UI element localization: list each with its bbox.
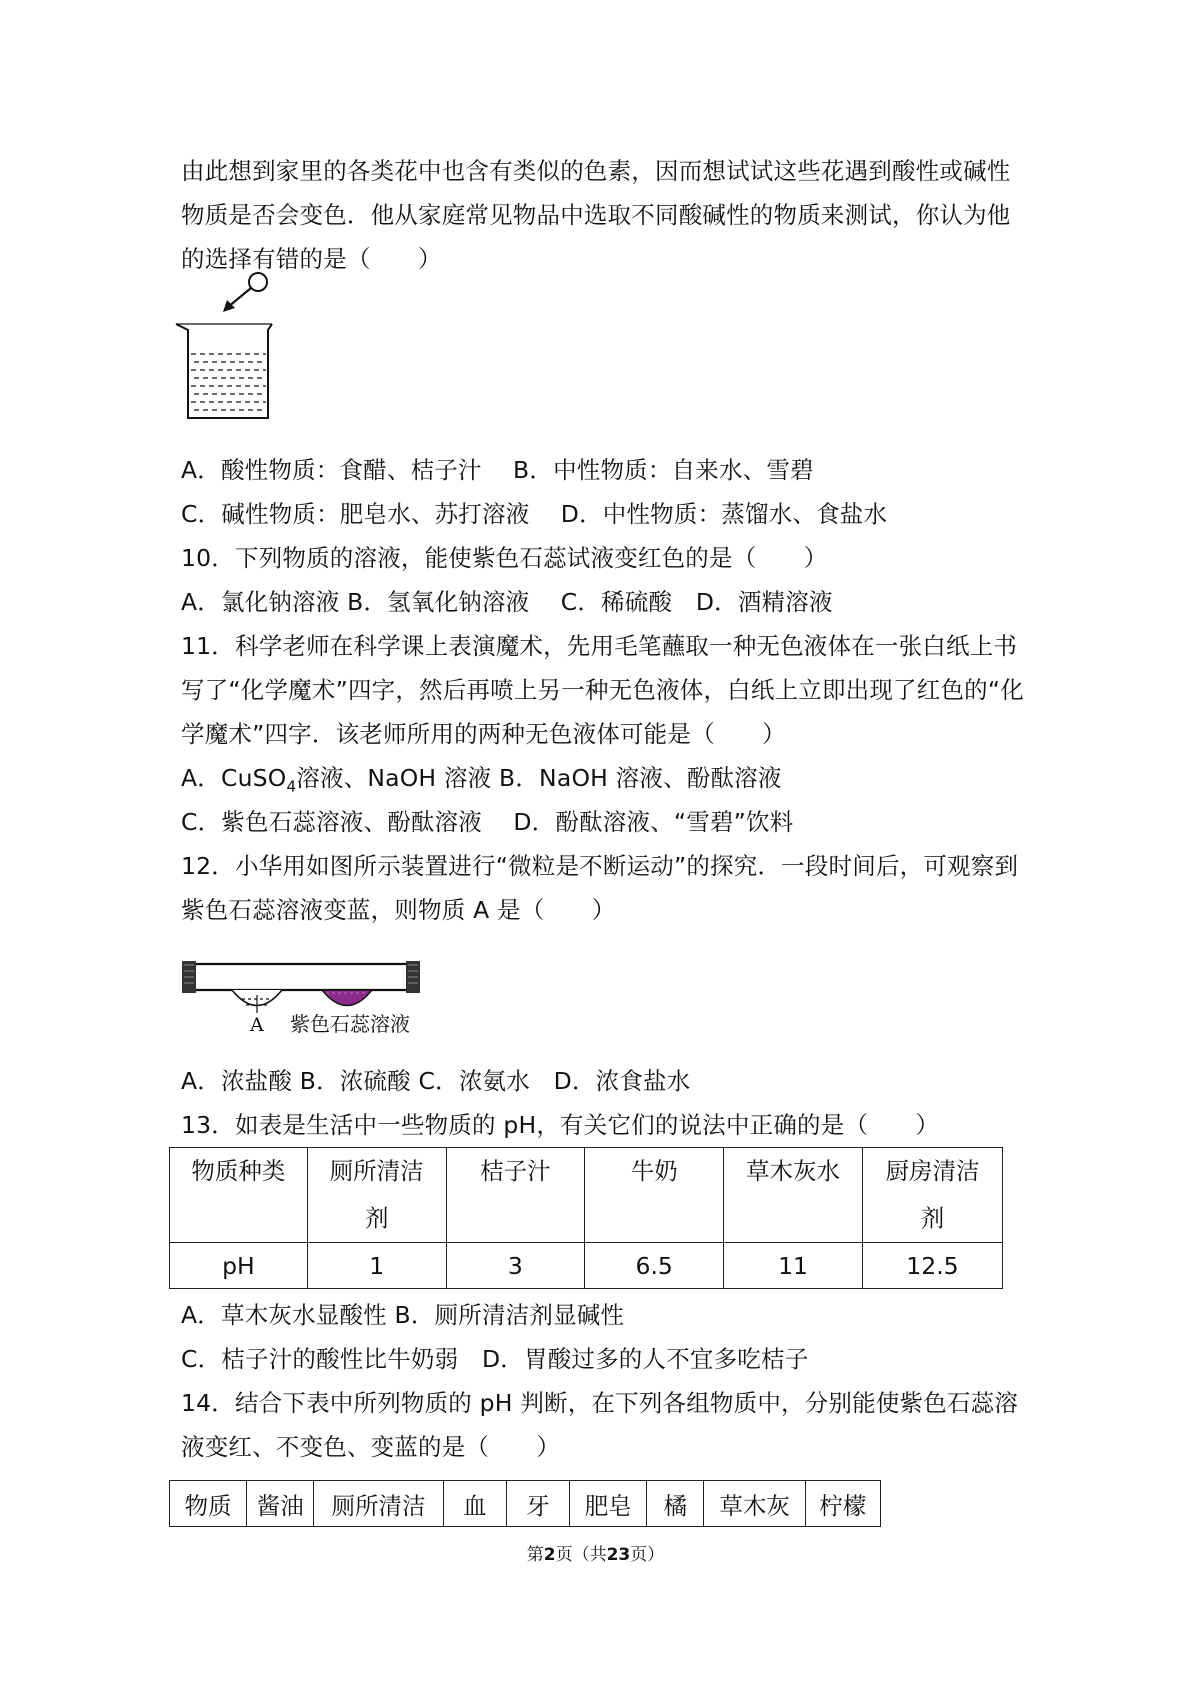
q13-options-cd: C．桔子汁的酸性比牛奶弱 D．胃酸过多的人不宜多吃桔子 [181,1345,809,1373]
q13-header-text: 物质种类 [191,1157,286,1185]
q14-header-cell: 厕所清洁 [314,1481,443,1527]
figure-label-a: A [250,1014,264,1035]
q13-ph-value-cell: 1 [307,1243,446,1289]
footer-page-number: 2 [543,1545,556,1565]
q14-header-cell: 柠檬 [805,1481,880,1527]
q13-header-cell [862,1148,1002,1243]
q13-header-cell [724,1148,863,1243]
q14-header-cell: 橘 [647,1481,704,1527]
q10-options: A．氯化钠溶液 B．氢氧化钠溶液 C．稀硫酸 D．酒精溶液 [181,588,833,616]
q11-stem-line-1: 11．科学老师在科学课上表演魔术，先用毛笔蘸取一种无色液体在一张白纸上书 [181,632,1018,660]
q13-header-cell [446,1148,585,1243]
beaker-dropper-figure [170,272,290,422]
q13-header-text: 牛奶 [630,1157,678,1185]
q13-table-ph-row [170,1243,1003,1289]
q14-header-cell: 草木灰 [704,1481,805,1527]
q13-ph-value-cell: 11 [724,1243,863,1289]
q12-stem-line-2: 紫色石蕊溶液变蓝，则物质 A 是（ ） [181,896,616,924]
q11-option-a-subscript: 4 [286,777,297,796]
q13-ph-table [169,1147,1003,1289]
q13-options-ab: A．草木灰水显酸性 B．厕所清洁剂显碱性 [181,1301,625,1329]
q10-stem: 10．下列物质的溶液，能使紫色石蕊试液变红色的是（ ） [181,544,828,572]
q13-header-text-wrap: 剂 [364,1204,389,1232]
q13-ph-value-cell: 3 [446,1243,585,1289]
q14-header-cell: 牙 [506,1481,569,1527]
q9-stem-line-2: 物质是否会变色．他从家庭常见物品中选取不同酸碱性的物质来测试，你认为他 [181,201,1011,229]
q11-stem-line-2: 写了“化学魔术”四字，然后再喷上另一种无色液体，白纸上立即出现了红色的“化 [181,676,1024,704]
footer-prefix: 第 [526,1545,544,1565]
q11-options-ab [181,764,782,796]
q9-options-ab: A．酸性物质：食醋、桔子汁 B．中性物质：自来水、雪碧 [181,456,814,484]
glass-tube-figure [180,955,440,1035]
q14-table [169,1480,881,1527]
q13-header-text: 草木灰水 [746,1157,841,1185]
q11-stem-line-3: 学魔术”四字．该老师所用的两种无色液体可能是（ ） [181,720,786,748]
q13-stem: 13．如表是生活中一些物质的 pH，有关它们的说法中正确的是（ ） [181,1111,940,1139]
q11-option-a-rest: 溶液、NaOH 溶液 B．NaOH 溶液、酚酞溶液 [296,764,782,792]
q9-stem-line-3: 的选择有错的是（ ） [181,245,442,273]
q11-option-a-prefix: A．CuSO [181,764,287,792]
footer-middle: 页（共 [555,1545,607,1565]
q13-ph-value-cell: 6.5 [585,1243,724,1289]
footer-total-pages: 23 [606,1545,631,1565]
q14-header-cell: 物质 [170,1481,247,1527]
q14-stem-line-1: 14．结合下表中所列物质的 pH 判断，在下列各组物质中，分别能使紫色石蕊溶 [181,1389,1019,1417]
q13-header-cell [170,1148,308,1243]
page-footer [0,1540,1191,1565]
q14-header-cell: 血 [443,1481,506,1527]
q9-options-cd: C．碱性物质：肥皂水、苏打溶液 D．中性物质：蒸馏水、食盐水 [181,500,888,528]
q12-options: A．浓盐酸 B．浓硫酸 C．浓氨水 D．浓食盐水 [181,1067,691,1095]
q13-table-header-row [170,1148,1003,1243]
q13-header-text: 厕所清洁 [329,1157,424,1185]
q13-header-cell [307,1148,446,1243]
q13-header-cell [585,1148,724,1243]
q13-ph-value-cell: 12.5 [862,1243,1002,1289]
q13-header-text: 厨房清洁 [885,1157,980,1185]
q14-header-cell: 酱油 [247,1481,314,1527]
q9-stem-line-1: 由此想到家里的各类花中也含有类似的色素，因而想试试这些花遇到酸性或碱性 [181,157,1011,185]
q13-header-text: 桔子汁 [480,1157,551,1185]
q14-stem-line-2: 液变红、不变色、变蓝的是（ ） [181,1433,561,1461]
q14-header-cell: 肥皂 [570,1481,647,1527]
q14-table-header-row [170,1481,881,1527]
q13-header-text-wrap: 剂 [920,1204,945,1232]
footer-suffix: 页） [630,1545,665,1565]
figure-label-litmus: 紫色石蕊溶液 [290,1012,410,1035]
q12-stem-line-1: 12．小华用如图所示装置进行“微粒是不断运动”的探究．一段时间后，可观察到 [181,852,1019,880]
q11-options-cd: C．紫色石蕊溶液、酚酞溶液 D．酚酞溶液、“雪碧”饮料 [181,808,794,836]
q13-ph-label-cell: pH [170,1243,308,1289]
